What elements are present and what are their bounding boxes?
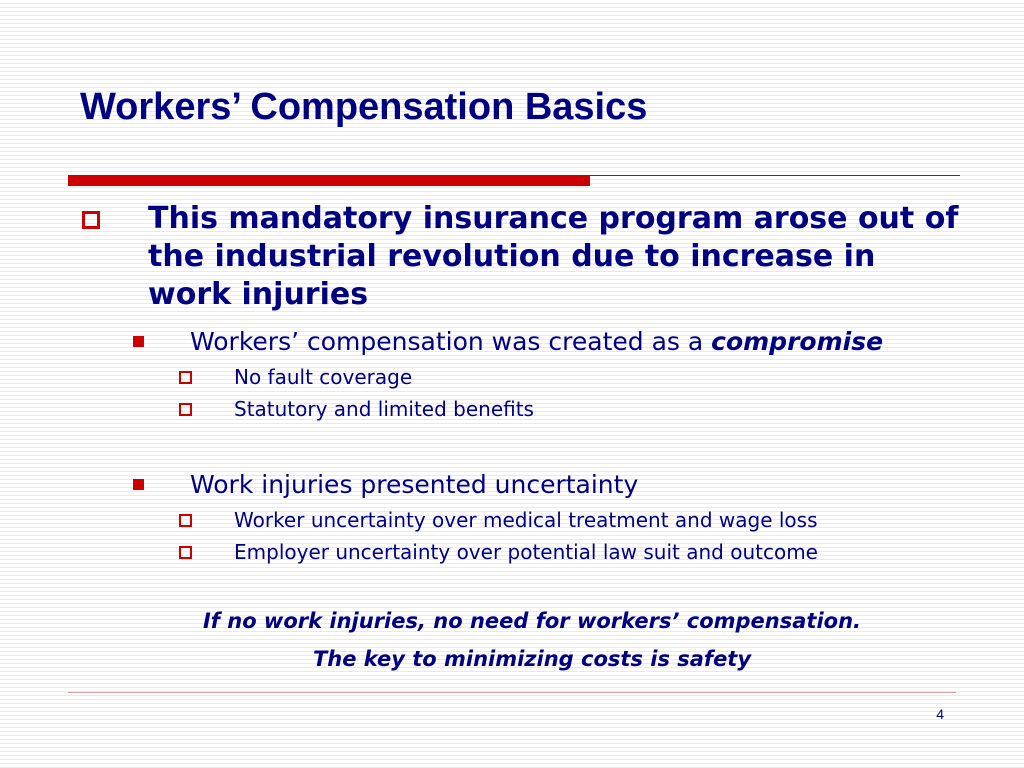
sub-sub-bullet: Worker uncertainty over medical treatment and wage loss — [234, 508, 818, 532]
closing-statement: If no work injuries, no need for workers’ compensation. — [202, 609, 862, 633]
sub-sub-bullet: No fault coverage — [234, 365, 413, 389]
sub-bullet-text: Workers’ compensation was created as a — [190, 327, 712, 356]
sub-bullet-compromise — [190, 327, 883, 357]
hollow-square-bullet-icon — [179, 371, 192, 384]
title-underline-thin — [590, 175, 960, 176]
sub-sub-bullet: Employer uncertainty over potential law suit and outcome — [234, 540, 818, 564]
slide-title: Workers’ Compensation Basics — [80, 86, 648, 128]
footer-divider — [68, 692, 956, 693]
emphasis-text: compromise — [711, 327, 884, 356]
hollow-square-bullet-icon — [179, 403, 192, 416]
hollow-square-bullet-icon — [82, 211, 100, 229]
sub-bullet-uncertainty: Work injuries presented uncertainty — [190, 470, 639, 499]
sub-sub-bullet: Statutory and limited benefits — [234, 397, 534, 421]
title-underline-thick — [68, 175, 590, 186]
filled-square-bullet-icon — [133, 479, 144, 490]
page-number: 4 — [936, 706, 944, 722]
main-bullet-text: This mandatory insurance program arose out of the industrial revolution due to increase in work injuries — [148, 201, 959, 312]
filled-square-bullet-icon — [133, 336, 144, 347]
hollow-square-bullet-icon — [179, 546, 192, 559]
closing-statement: The key to minimizing costs is safety — [312, 647, 752, 671]
hollow-square-bullet-icon — [179, 514, 192, 527]
